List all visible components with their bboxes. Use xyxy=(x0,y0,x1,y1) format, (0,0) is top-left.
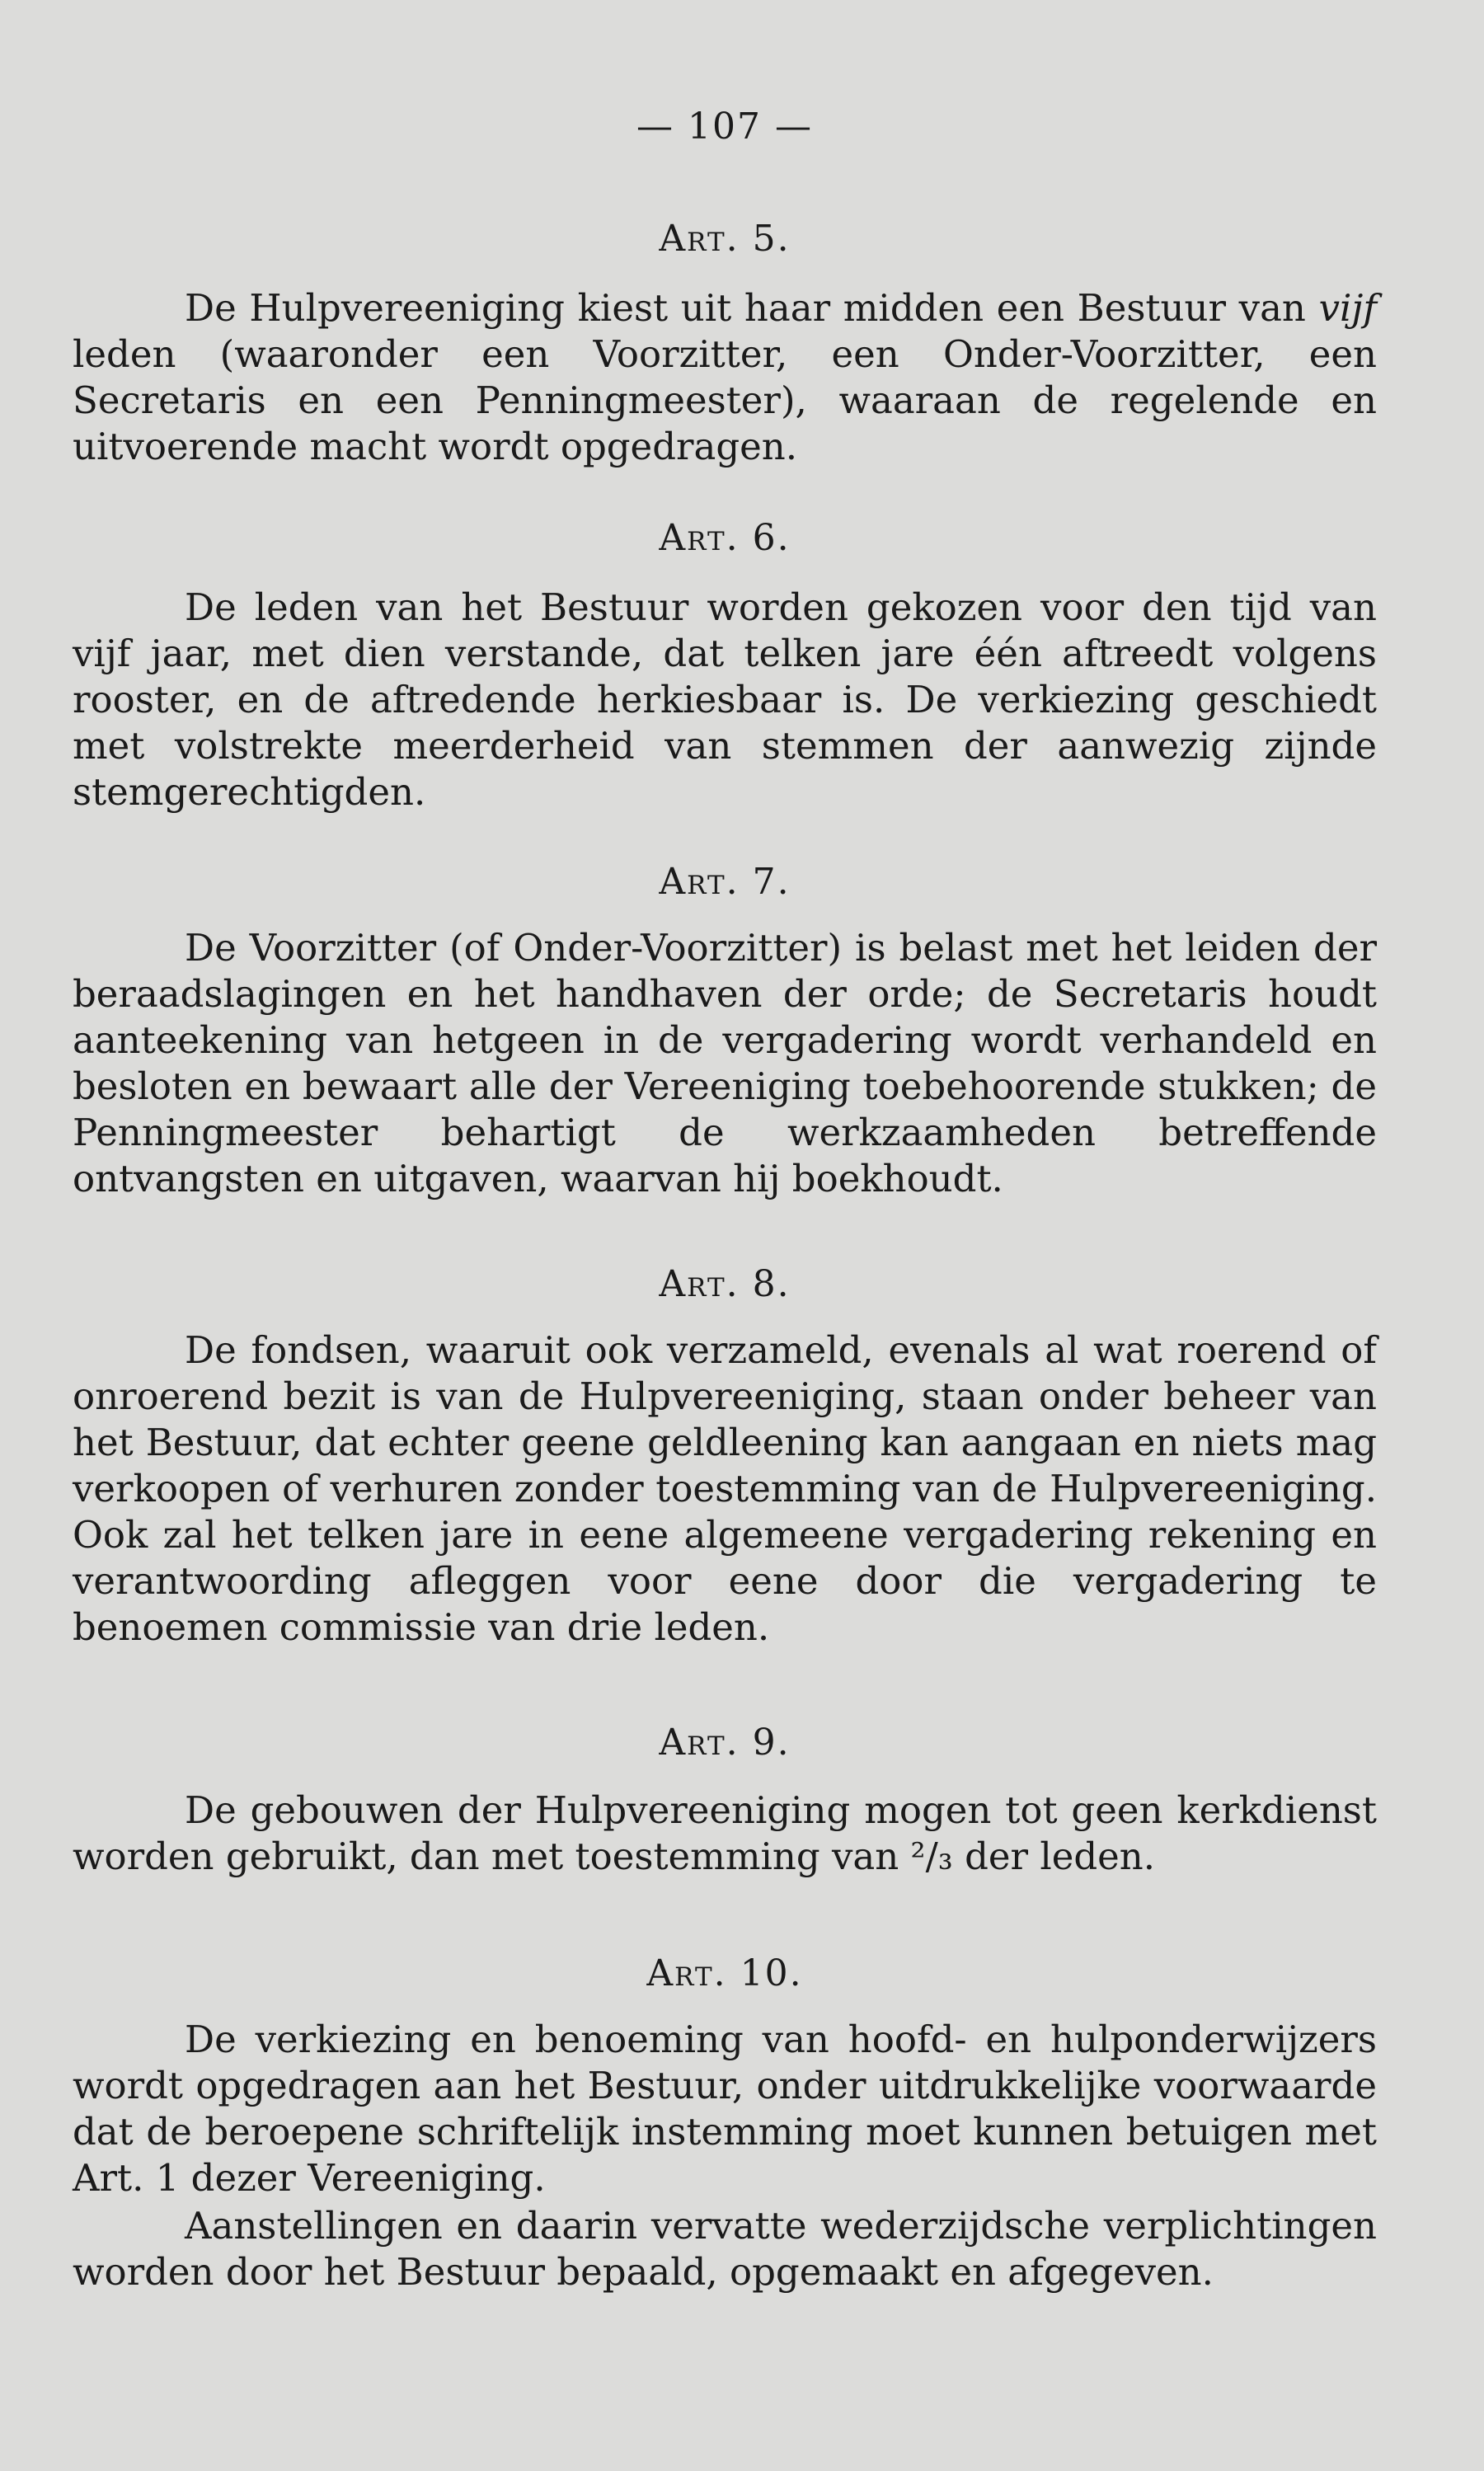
article-7 xyxy=(73,859,1377,1202)
article-paragraph: De Voorzitter (of Onder-Voorzitter) is belast met het leiden der beraadslagingen en het handhaven der orde; de Secretaris houdt aanteekening van hetgeen in de vergadering wordt verhandeld en besloten en bewaart alle der Vereeniging toebehoorende stukken; de Penningmeester behartigt de werkzaamheden betreffende ontvangsten en uitgaven, waarvan hij boekhoudt. xyxy=(73,926,1377,1200)
fraction: ²/₃ xyxy=(910,1834,953,1878)
article-heading: Art. 7. xyxy=(659,861,791,903)
article-heading: Art. 9. xyxy=(659,1722,791,1764)
article-6 xyxy=(73,515,1377,815)
article-9 xyxy=(73,1720,1377,1880)
article-paragraph: De verkiezing en benoeming van hoofd- en hulponderwijzers wordt opgedragen aan het Bestuur, onder uitdrukkelijke voorwaarde dat de beroepene schriftelijk instemming moet kunnen betuigen met Art. 1 dezer Vereeniging. xyxy=(73,2018,1377,2200)
page-number: — 107 — xyxy=(636,106,813,148)
article-5 xyxy=(73,216,1377,470)
article-paragraph: De leden van het Bestuur worden gekozen voor den tijd van vijf jaar, met dien verstande, dat telken jare één aftreedt volgens rooster, en de aftredende herkiesbaar is. De verkiezing geschiedt met volstrekte meerderheid van stemmen der aanwezig zijnde stemgerechtigden. xyxy=(73,585,1377,814)
article-paragraph: De Hulpvereeniging kiest uit haar midden een Bestuur van vijf leden (waaronder een Voorzitter, een Onder-Voorzitter, een Secretaris en een Penningmeester), waaraan de regelende en uitvoerende macht wordt opgedragen. xyxy=(73,286,1377,468)
article-heading: Art. 6. xyxy=(659,517,791,559)
article-paragraph: Aanstellingen en daarin vervatte wederzijdsche verplichtingen worden door het Bestuur bepaald, opgemaakt en afgegeven. xyxy=(73,2204,1377,2294)
article-heading: Art. 10. xyxy=(646,1952,803,1994)
article-heading: Art. 8. xyxy=(659,1263,791,1305)
article-8 xyxy=(73,1261,1377,1651)
article-10 xyxy=(73,1951,1377,2295)
article-paragraph: De fondsen, waaruit ook verzameld, evenals al wat roerend of onroerend bezit is van de Hulpvereeniging, staan onder beheer van het Bestuur, dat echter geene geldleening kan aangaan en niets mag verkoopen of verhuren zonder toestemming van de Hulpvereeniging. Ook zal het telken jare in eene algemeene vergadering rekening en verantwoording afleggen voor eene door die vergadering te benoemen commissie van drie leden. xyxy=(73,1328,1377,1649)
article-paragraph: De gebouwen der Hulpvereeniging mogen tot geen kerkdienst worden gebruikt, dan met toestemming van ²/₃ der leden. xyxy=(73,1788,1377,1878)
article-heading: Art. 5. xyxy=(659,218,791,260)
